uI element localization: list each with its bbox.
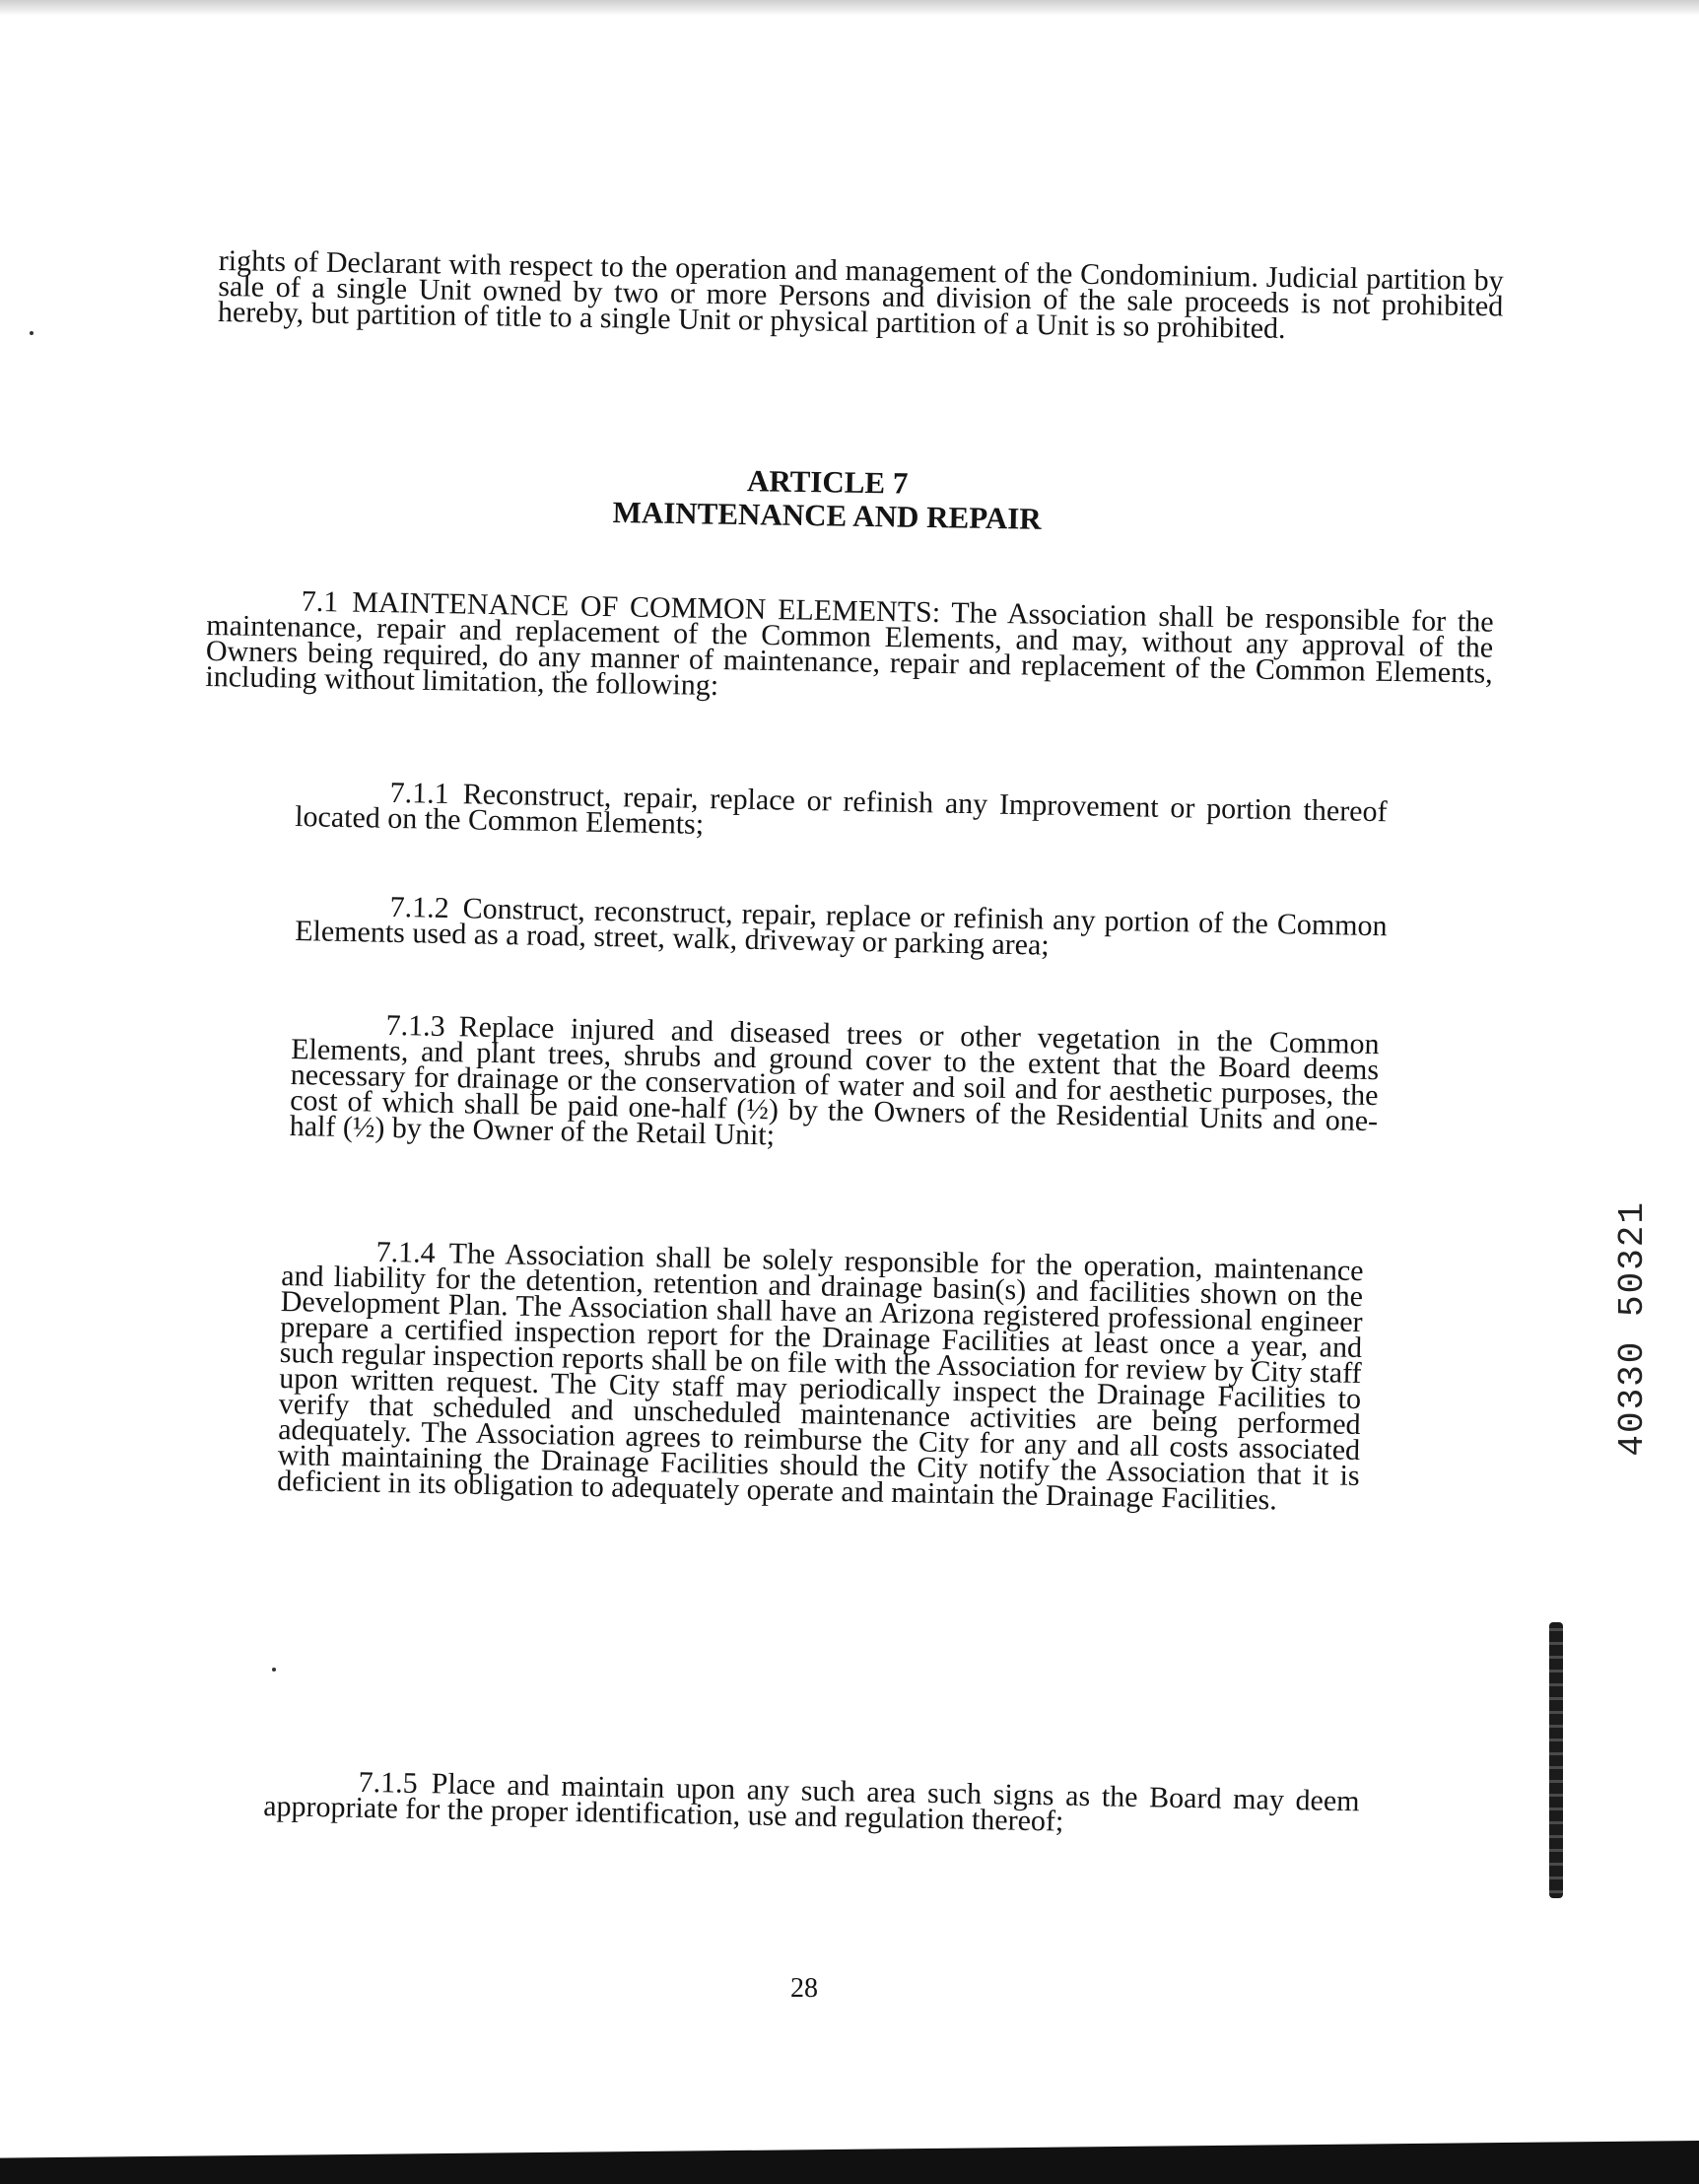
subsection-text: Replace injured and diseased trees or other vegetation in the Common Elements, and plant trees, shrubs and ground cover to the extent that the Board deems necessary for drainage or the conservation of water and soil and for aesthetic purposes, the cost of which shall be paid one-half (½) by the Owners of the Residential Units and one-half (½) by the Owner of the Retail Unit; <box>289 1010 1380 1152</box>
subsection-number: 7.1.1 <box>389 776 450 810</box>
subsection-text: Reconstruct, repair, replace or refinish any Improvement or portion thereof located on the Common Elements; <box>294 778 1388 841</box>
subsection-text: Construct, reconstruct, repair, replace or refinish any portion of the Common Elements used as a road, street, walk, driveway or parking area; <box>294 892 1388 962</box>
subsection-7-1-4 <box>276 1235 1364 1517</box>
subsection-7-1-5 <box>262 1765 1360 1840</box>
subsection-number: 7.1.5 <box>358 1765 419 1800</box>
subsection-number: 7.1.2 <box>389 890 450 924</box>
section-text: MAINTENANCE OF COMMON ELEMENTS: The Association shall be responsible for the maintenance, repair and replacement of the Common Elements, and may, without any approval of the Owners being required, do any manner of maintenance, repair and replacement of the Common Elements, including without limitation, the following: <box>205 585 1494 703</box>
article-heading <box>551 461 1104 537</box>
scan-speck <box>30 331 34 335</box>
subsection-7-1-2 <box>294 890 1388 965</box>
subsection-text: Place and maintain upon any such area such signs as the Board may deem appropriate for the proper identification, use and regulation thereof; <box>262 1767 1360 1838</box>
recording-number-stamp: 40330 50321 <box>1612 1200 1653 1457</box>
subsection-number: 7.1.4 <box>375 1235 437 1269</box>
article-number: ARTICLE 7 <box>746 463 909 501</box>
subsection-text: The Association shall be solely responsible for the operation, maintenance and liability for the detention, retention and drainage basin(s) and facilities shown on the Development Plan. The Association shall have an Arizona registered professional engineer prepare a certified inspection report for the Drainage Facilities at least once a year, and such regular inspection reports shall be on file with the Association for review by City staff upon written request. The City staff may periodically inspect the Drainage Facilities to verify that scheduled and unscheduled maintenance activities are being performed adequately. The Association agrees to reimburse the City for any and all costs associated with maintaining the Drainage Facilities should the City notify the Association that it is deficient in its obligation to adequately operate and maintain the Drainage Facilities. <box>276 1237 1364 1517</box>
page-number: 28 <box>790 1973 818 2004</box>
article-title: MAINTENANCE AND REPAIR <box>612 494 1042 536</box>
section-7-1 <box>205 584 1494 713</box>
continued-paragraph: rights of Declarant with respect to the operation and management of the Condominium. Judicial partition by sale of a single Unit owned by two or more Persons and division of the sale proceeds is not prohibited hereby, but partition of title to a single Unit or physical partition of a Unit is so prohibited. <box>217 244 1504 346</box>
subsection-7-1-1 <box>294 776 1388 851</box>
subsection-7-1-3 <box>289 1008 1380 1160</box>
section-number: 7.1 <box>301 584 339 619</box>
binding-edge-mark <box>1549 1622 1563 1898</box>
subsection-number: 7.1.3 <box>385 1008 446 1043</box>
scan-bottom-edge <box>0 2141 1699 2184</box>
stray-mark <box>272 1668 276 1672</box>
scan-top-edge <box>0 0 1699 16</box>
